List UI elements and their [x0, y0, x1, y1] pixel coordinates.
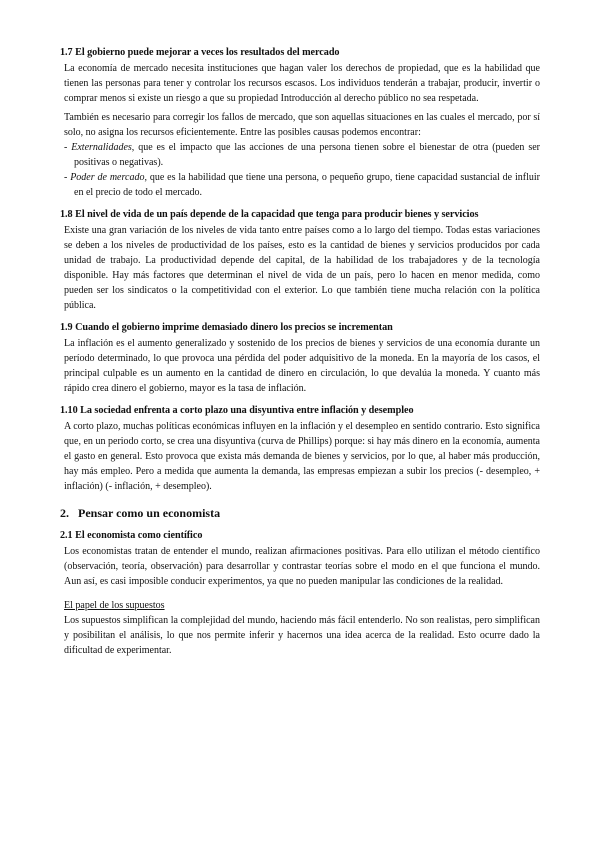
- section-heading: 2.1 El economista como científico: [60, 530, 203, 541]
- section-1-7: [60, 46, 540, 200]
- section-heading: 1.8 El nivel de vida de un país depende de la capacidad que tenga para producir bienes y servicios: [60, 209, 479, 220]
- section-heading: 1.10 La sociedad enfrenta a corto plazo una disyuntiva entre inflación y desempleo: [60, 405, 414, 416]
- section-heading: 1.9 Cuando el gobierno imprime demasiado dinero los precios se incrementan: [60, 322, 393, 333]
- chapter-title: [60, 506, 540, 520]
- list-item: - Externalidades, que es el impacto que las acciones de una persona tienen sobre el bienestar de otra (pueden ser positivas o negativas).: [64, 142, 540, 168]
- paragraph: La economía de mercado necesita instituciones que hagan valer los derechos de propiedad, que es la habilidad que tienen las personas para tener y controlar los recursos escasos. Los individuos tenderán a trabajar, producir, invertir o comprar menos si existe un riesgo a que su propiedad Introducción al derecho público no sea respetada.: [64, 63, 540, 104]
- term: Poder de mercado: [70, 172, 145, 183]
- chapter-number: 2.: [60, 506, 69, 520]
- chapter-title-text: Pensar como un economista: [78, 506, 221, 520]
- section-1-10: [60, 404, 540, 494]
- paragraph: A corto plazo, muchas políticas económicas influyen en la inflación y el desempleo en sentido contrario. Esto significa que, en un periodo corto, se crea una disyuntiva (curva de Phillips) porque: si hay más dinero en la economía, aumenta el gasto en general. Esto provoca que exista más demanda de bienes y servicios, por lo que, al haber más producción, hay más empleo. Pero a medida que aumenta la demanda, las empresas empiezan a subir los precios (- desempleo, + inflación) (- inflación, + desempleo).: [64, 421, 540, 492]
- subheading: El papel de los supuestos: [64, 600, 165, 611]
- section-1-8: [60, 208, 540, 313]
- section-heading: 1.7 El gobierno puede mejorar a veces los resultados del mercado: [60, 47, 340, 58]
- section-1-9: [60, 321, 540, 396]
- list-item: - Poder de mercado, que es la habilidad que tiene una persona, o pequeño grupo, tiene capacidad sustancial de influir en el precio de todo el mercado.: [64, 172, 540, 198]
- list-item-text: , que es la habilidad que tiene una persona, o pequeño grupo, tiene capacidad sustancial de influir en el precio de todo el mercado.: [74, 172, 540, 198]
- paragraph: También es necesario para corregir los fallos de mercado, que son aquellas situaciones en las cuales el mercado, por sí solo, no asigna los recursos eficientemente. Entre las posibles causas podemos encontrar:: [64, 112, 540, 138]
- paragraph: Los economistas tratan de entender el mundo, realizan afirmaciones positivas. Para ello utilizan el método científico (observación, teoría, observación) para desarrollar y contrastar teorías sobre el modo en el que funciona el mundo. Aun así, es casi imposible conducir experimentos, ya que no pueden manipular las condiciones de la realidad.: [64, 546, 540, 587]
- paragraph: Los supuestos simplifican la complejidad del mundo, haciendo más fácil entenderlo. No son realistas, pero simplifican y posibilitan el análisis, lo que nos permite inferir y hacernos una idea acerca de la realidad. Esto ocurre dado la dificultad de experimentar.: [64, 615, 540, 656]
- term: Externalidades: [71, 142, 132, 153]
- paragraph: Existe una gran variación de los niveles de vida tanto entre países como a lo largo del tiempo. Todas estas variaciones se deben a los niveles de productividad de los países, esto es la cantidad de bienes y servicios producidos por cada unidad de trabajo. La productividad depende del capital, de la habilidad de los trabajadores y de la tecnología disponible. Hay más factores que determinan el nivel de vida de un país, pero lo hacen en menor medida, como pueden ser los sindicatos o la competitividad con el exterior. Lo que también tiene mucha relación con la política pública.: [64, 225, 540, 311]
- list-item-text: , que es el impacto que las acciones de una persona tienen sobre el bienestar de otra (pueden ser positivas o negativas).: [74, 142, 540, 168]
- section-2-1: [60, 529, 540, 658]
- paragraph: La inflación es el aumento generalizado y sostenido de los precios de bienes y servicios de una economía durante un período determinado, lo que provoca una pérdida del poder adquisitivo de la moneda. En la mayoría de los casos, el principal culpable es un aumento en la cantidad de dinero en circulación, lo que devalúa la moneda. Y cuanto más rápido crea dinero el gobierno, mayor es la tasa de inflación.: [64, 338, 540, 394]
- bullet-list: [60, 140, 540, 200]
